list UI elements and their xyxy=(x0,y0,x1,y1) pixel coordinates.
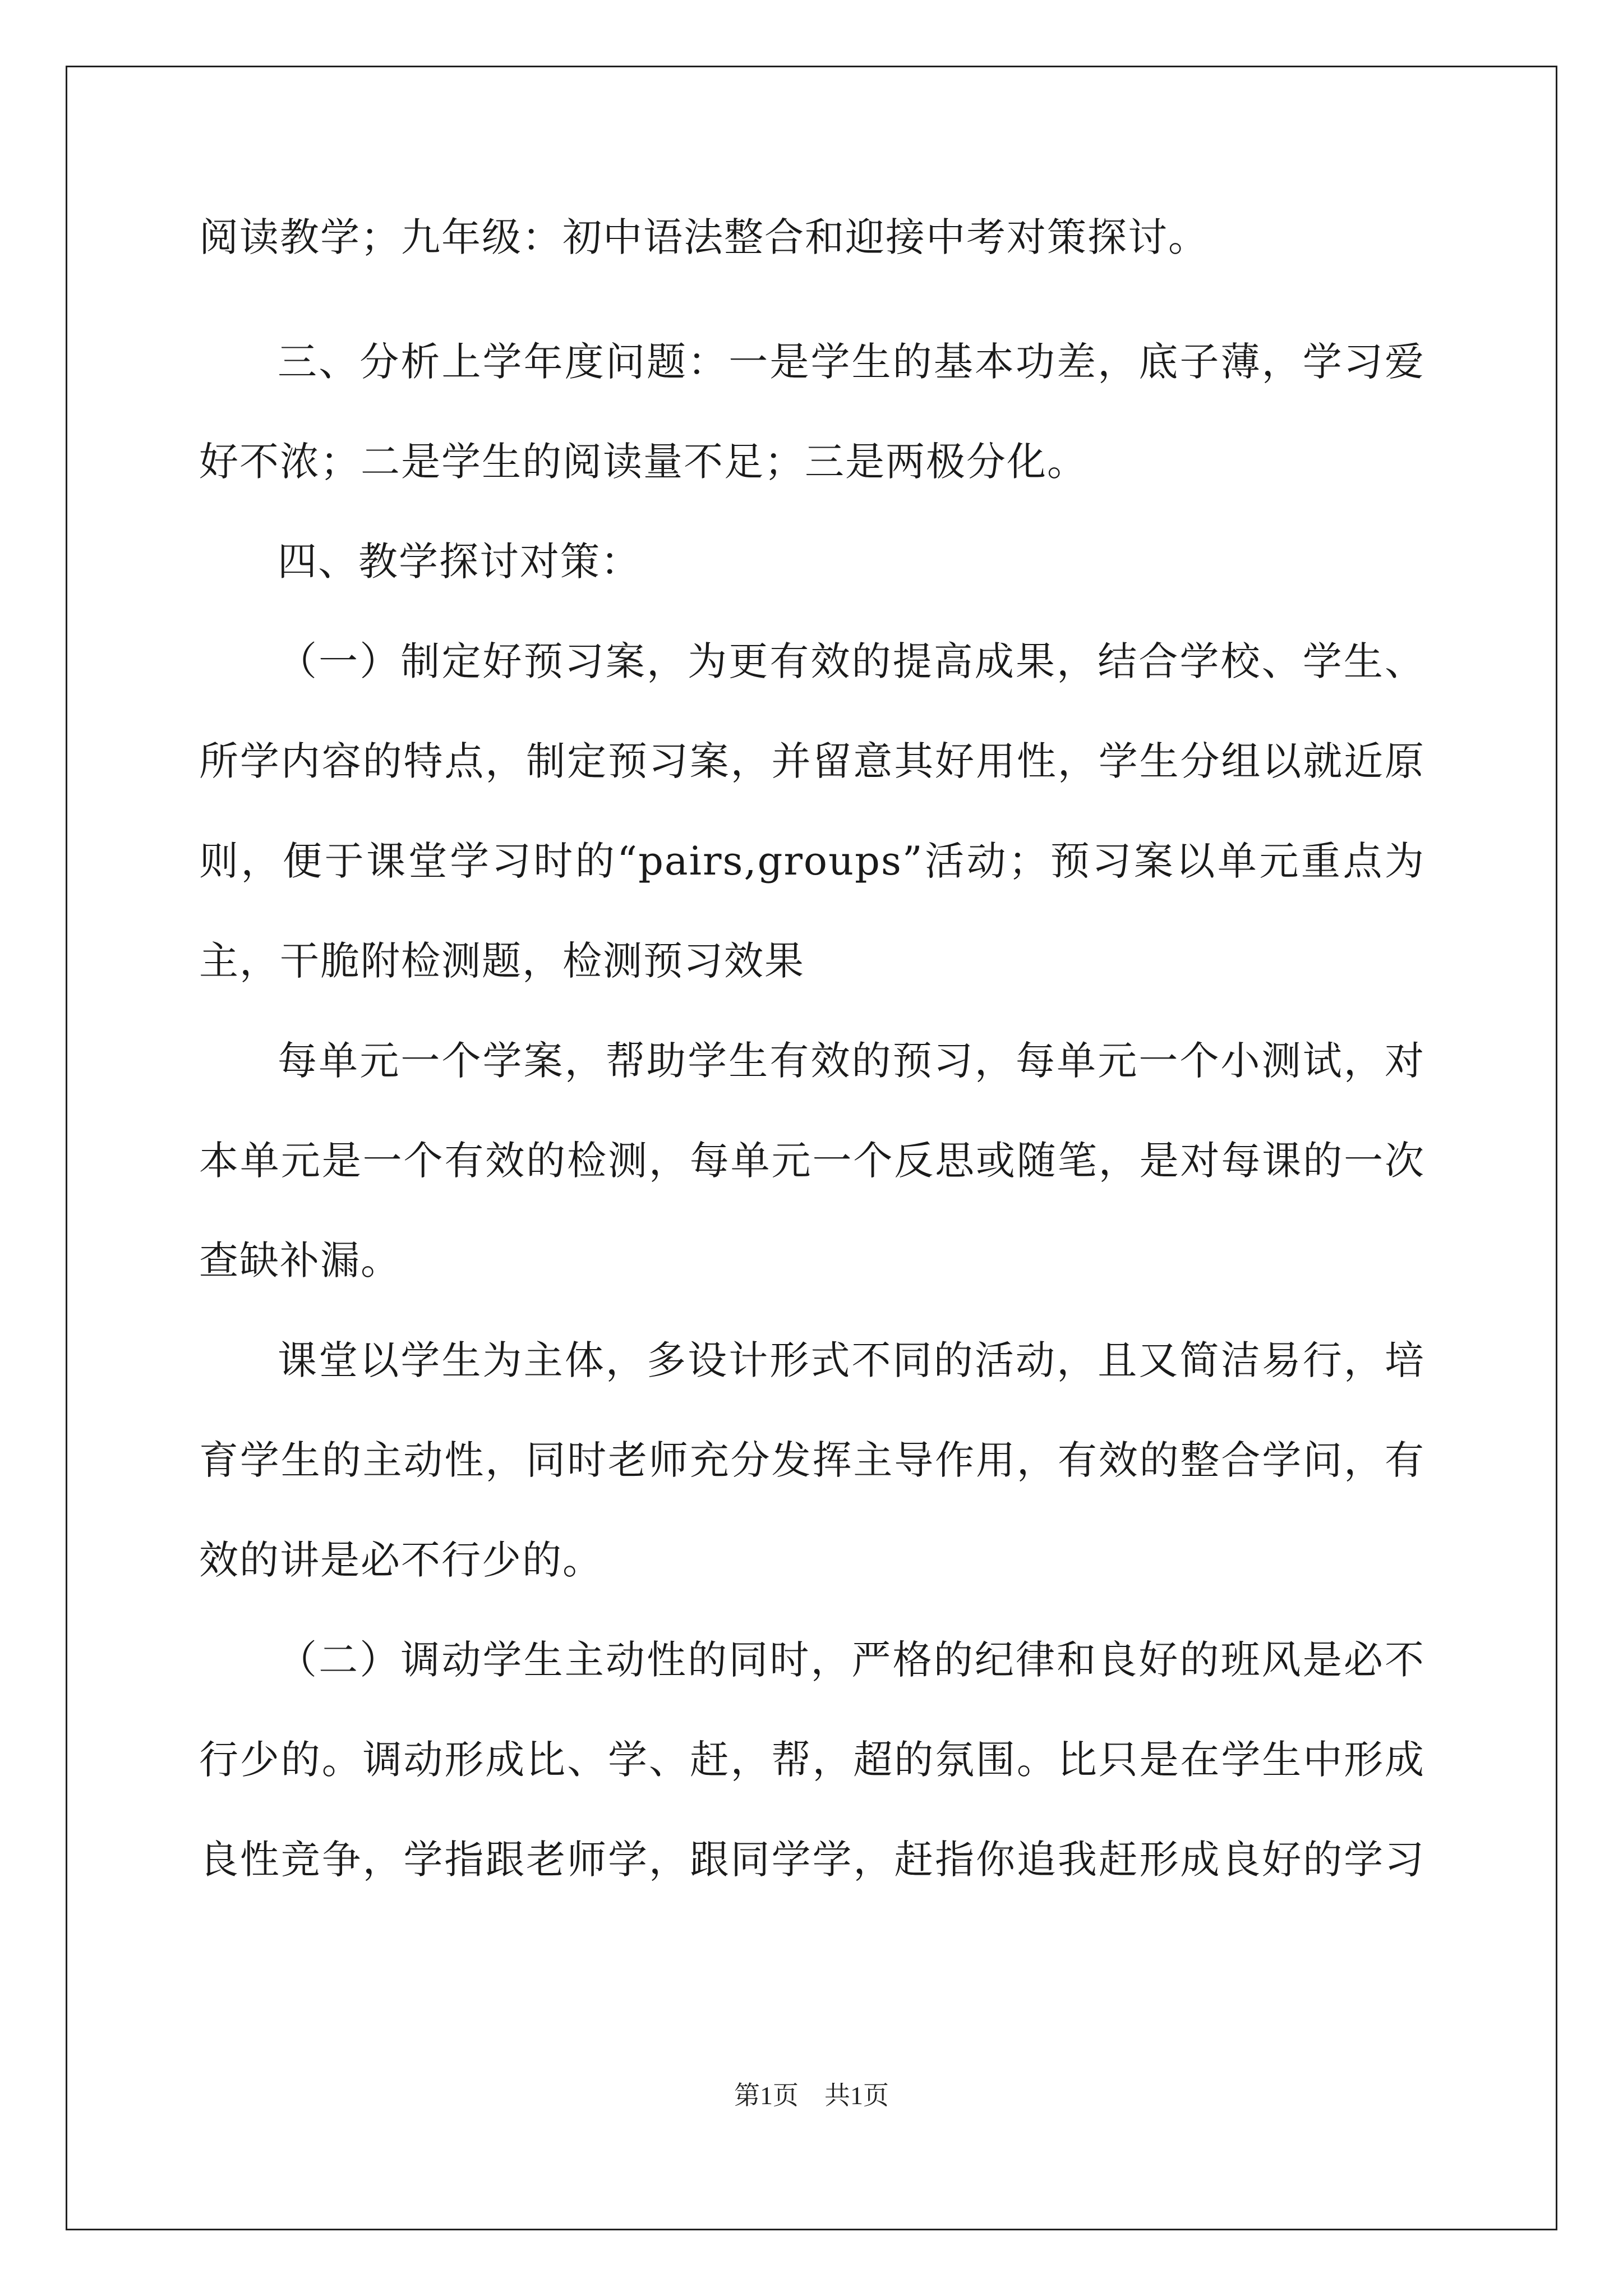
text-line-4: 四、教学探讨对策： xyxy=(278,539,641,585)
text-line-14: 效的讲是必不行少的。 xyxy=(199,1537,603,1583)
text-line-11: 查缺补漏。 xyxy=(199,1237,401,1283)
text-line-1: 阅读教学；九年级：初中语法整合和迎接中考对策探讨。 xyxy=(199,214,1209,260)
text-line-8: 主，干脆附检测题，检测预习效果 xyxy=(199,938,805,984)
text-line-10: 本单元是一个有效的检测，每单元一个反思或随笔，是对每课的一次 xyxy=(199,1138,1425,1184)
text-line-6: 所学内容的特点，制定预习案，并留意其好用性，学生分组以就近原 xyxy=(199,738,1425,784)
text-line-9: 每单元一个学案，帮助学生有效的预习，每单元一个小测试，对 xyxy=(278,1038,1425,1084)
text-line-3: 好不浓；二是学生的阅读量不足；三是两极分化。 xyxy=(199,439,1087,485)
text-line-15: （二）调动学生主动性的同时，严格的纪律和良好的班风是必不 xyxy=(278,1637,1425,1683)
text-line-13: 育学生的主动性，同时老师充分发挥主导作用，有效的整合学问，有 xyxy=(199,1437,1425,1483)
text-line-5: （一）制定好预习案，为更有效的提高成果，结合学校、学生、 xyxy=(278,638,1425,684)
text-line-7: 则，便于课堂学习时的“pairs,groups”活动；预习案以单元重点为 xyxy=(199,838,1425,884)
text-line-12: 课堂以学生为主体，多设计形式不同的活动，且又简洁易行，培 xyxy=(278,1337,1425,1383)
text-line-2: 三、分析上学年度问题：一是学生的基本功差，底子薄，学习爱 xyxy=(278,339,1425,385)
text-line-16: 行少的。调动形成比、学、赶，帮，超的氛围。比只是在学生中形成 xyxy=(199,1737,1425,1783)
page-number-footer: 第1页 共1页 xyxy=(734,2081,889,2110)
text-line-17: 良性竞争，学指跟老师学，跟同学学，赶指你追我赶形成良好的学习 xyxy=(199,1837,1425,1883)
